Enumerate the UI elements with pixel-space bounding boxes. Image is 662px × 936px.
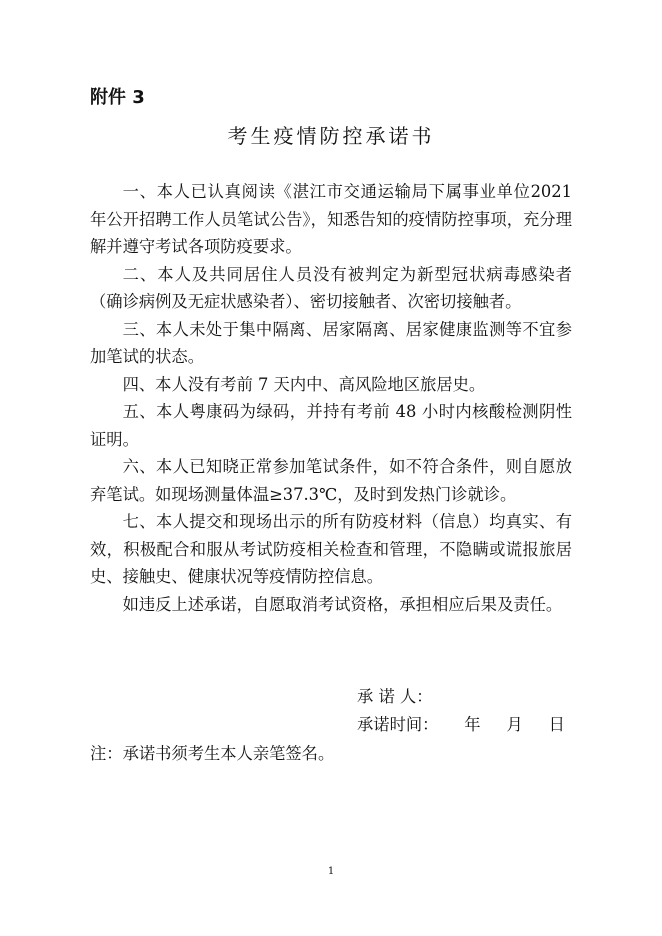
commitment-item-5: 五、本人粤康码为绿码，并持有考前 48 小时内核酸检测阴性证明。 [90, 402, 572, 449]
commitment-item-1: 一、本人已认真阅读《湛江市交通运输局下属事业单位2021 年公开招聘工作人员笔试公告》，知悉告知的疫情防控事项，充分理解并遵守考试各项防疫要求。 [90, 182, 572, 256]
commitment-item-2: 二、本人及共同居住人员没有被判定为新型冠状病毒感染者（确诊病例及无症状感染者）、密切接触者、次密切接触者。 [90, 264, 572, 311]
signature-block [357, 683, 577, 739]
commitment-item-6: 六、本人已知晓正常参加笔试条件，如不符合条件，则自愿放弃笔试。如现场测量体温≥37.3℃，及时到发热门诊就诊。 [90, 457, 572, 504]
commitment-item-4: 四、本人没有考前 7 天内中、高风险地区旅居史。 [122, 374, 486, 394]
commitment-item-7: 七、本人提交和现场出示的所有防疫材料（信息）均真实、有效，积极配合和服从考试防疫相关检查和管理，不隐瞒或谎报旅居史、接触史、健康状况等疫情防控信息。 [90, 512, 572, 586]
commitment-date-label: 承诺时间： 年 月 日 [357, 715, 565, 734]
violation-clause: 如违反上述承诺，自愿取消考试资格，承担相应后果及责任。 [122, 594, 563, 614]
commitment-item-3: 三、本人未处于集中隔离、居家隔离、居家健康监测等不宜参加笔试的状态。 [90, 319, 572, 366]
attachment-label: 附件 3 [90, 87, 145, 108]
signature-label: 承 诺 人： [357, 687, 433, 706]
document-title: 考生疫情防控承诺书 [227, 124, 435, 148]
commitment-body [90, 178, 572, 618]
page-number: 1 [327, 866, 335, 877]
signature-note: 注：承诺书须考生本人亲笔签名。 [90, 744, 335, 763]
